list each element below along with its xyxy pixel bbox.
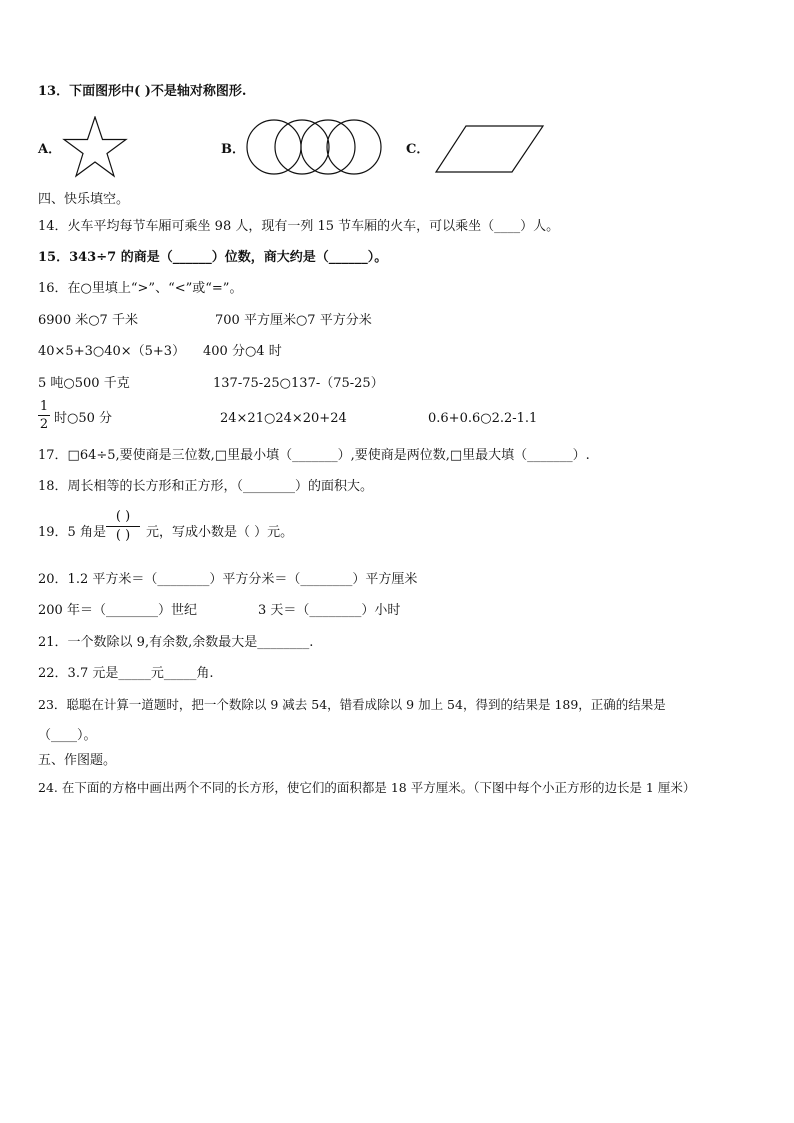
- q19-blank-fraction: [106, 509, 140, 544]
- q16-row4-col2: 24×21○24×20+24: [220, 411, 347, 426]
- question-13-text: 13．下面图形中( )不是轴对称图形.: [38, 84, 247, 99]
- q16-row1-col2: 700 平方厘米○7 平方分米: [215, 313, 372, 328]
- question-23-line2: （____）。: [38, 728, 97, 743]
- fraction-numerator: 1: [39, 399, 49, 414]
- question-20-line1: 20．1.2 平方米＝（________）平方分米＝（________）平方厘米: [38, 572, 418, 587]
- section-5-heading: 五、作图题。: [38, 753, 117, 768]
- question-14-text: 14．火车平均每节车厢可乘坐 98 人，现有一列 15 节车厢的火车，可以乘坐（____）人。: [38, 219, 560, 234]
- fraction-bar: [106, 526, 140, 527]
- question-17-text: 17．□64÷5,要使商是三位数,□里最小填（_______）,要使商是两位数,□里最大填（_______）.: [38, 448, 590, 463]
- question-23-line1: 23．聪聪在计算一道题时，把一个数除以 9 减去 54，错看成除以 9 加上 54，得到的结果是 189，正确的结果是: [38, 697, 666, 712]
- star-icon: [62, 116, 128, 178]
- question-20-line2b: 3 天＝（________）小时: [258, 603, 401, 618]
- q16-row2-col2: 400 分○4 时: [203, 344, 282, 359]
- question-16-title: 16．在○里填上“>”、“<”或“=”。: [38, 281, 243, 296]
- fraction-bar: [38, 415, 50, 416]
- option-a-label: A．: [38, 142, 62, 157]
- q16-row1-col1: 6900 米○7 千米: [38, 313, 138, 328]
- question-24-text: 24. 在下面的方格中画出两个不同的长方形，使它们的面积都是 18 平方厘米。（下图中每个小正方形的边长是 1 厘米）: [38, 780, 696, 795]
- question-18-text: 18．周长相等的长方形和正方形，（________）的面积大。: [38, 479, 374, 494]
- blank-denominator: ( ): [115, 528, 131, 543]
- q16-row4-fraction: [38, 399, 50, 432]
- option-c-label: C．: [406, 142, 430, 157]
- q16-row3-col1: 5 吨○500 千克: [38, 376, 130, 391]
- question-20-line2a: 200 年＝（________）世纪: [38, 603, 197, 618]
- four-overlapping-circles-icon: [244, 118, 384, 176]
- fraction-denominator: 2: [39, 417, 49, 432]
- question-19-prefix: 19．5 角是: [38, 525, 106, 540]
- blank-numerator: ( ): [115, 509, 131, 524]
- q16-row3-col2: 137-75-25○137-（75-25）: [213, 376, 384, 391]
- q16-row4-col3: 0.6+0.6○2.2-1.1: [428, 411, 538, 426]
- question-19-suffix: 元，写成小数是（ ）元。: [146, 525, 294, 540]
- question-15-text: 15．343÷7 的商是（______）位数，商大约是（______）。: [38, 250, 388, 265]
- section-4-heading: 四、快乐填空。: [38, 192, 130, 207]
- parallelogram-icon: [434, 124, 546, 174]
- option-b-label: B．: [221, 142, 245, 157]
- q16-row2-col1: 40×5+3○40×（5+3）: [38, 344, 186, 359]
- question-22-text: 22．3.7 元是_____元_____角.: [38, 666, 214, 681]
- q16-row4-col1: 时○50 分: [54, 411, 113, 426]
- question-21-text: 21．一个数除以 9,有余数,余数最大是________.: [38, 635, 314, 650]
